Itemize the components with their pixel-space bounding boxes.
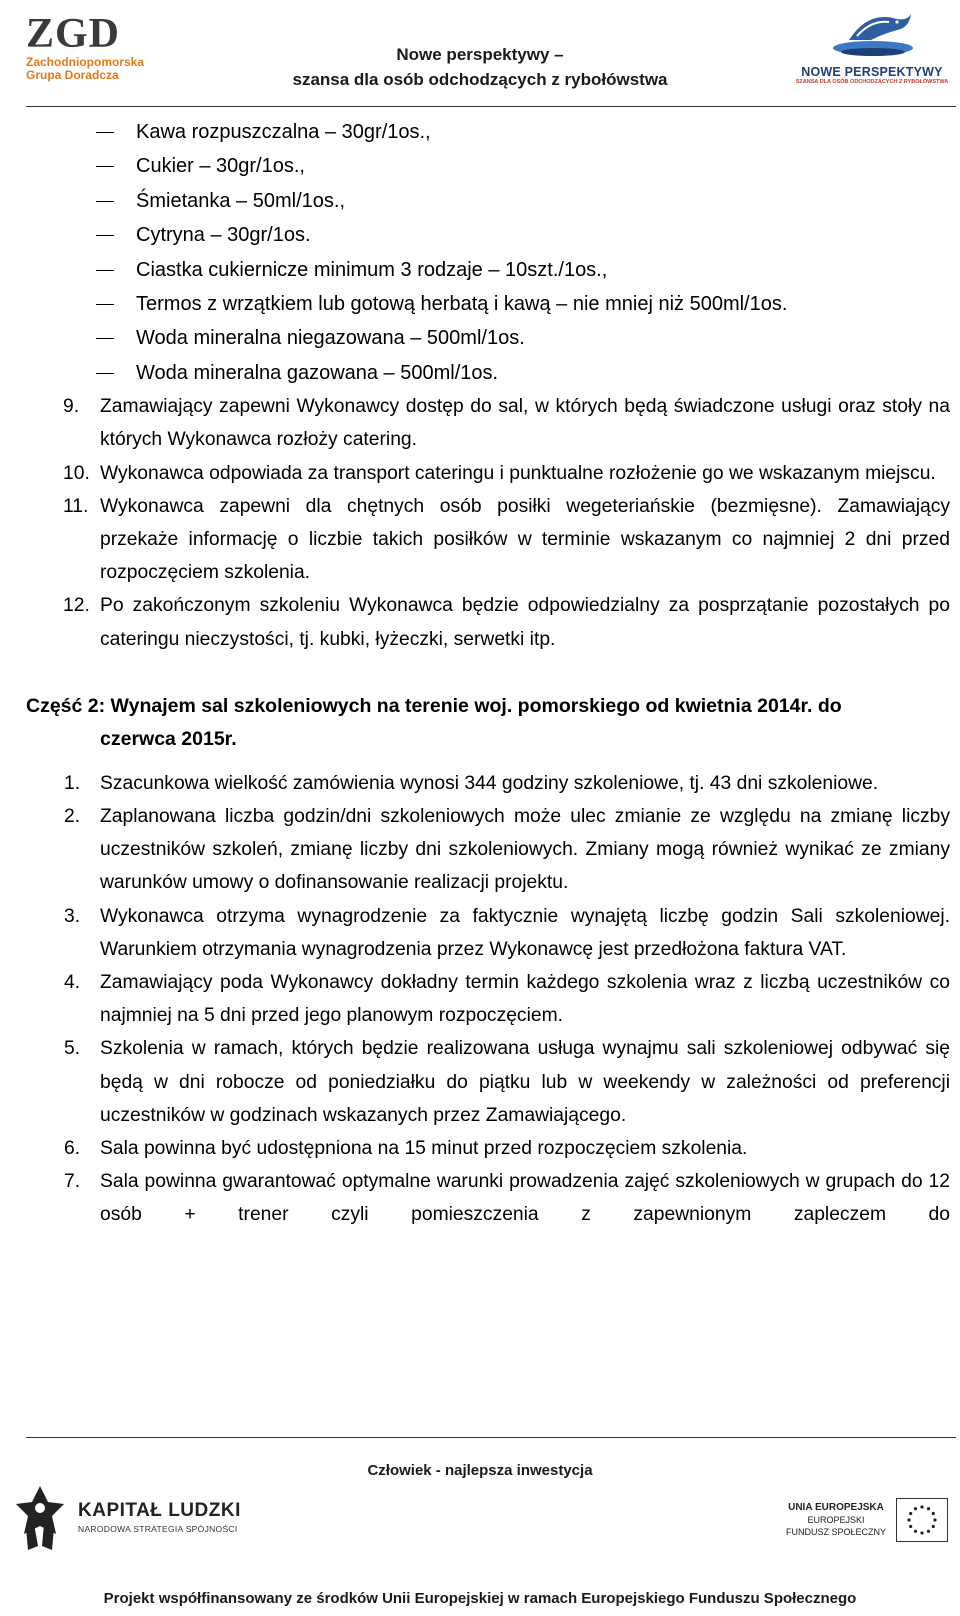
item-number: 5. — [64, 1038, 81, 1060]
item-text: Wykonawca odpowiada za transport cateringu i punktualne rozłożenie go we wskazanym miejscu. — [100, 462, 936, 484]
eu-flag-icon — [896, 1498, 948, 1542]
section-heading-line2: czerwca 2015r. — [100, 728, 237, 751]
eu-fund-line2: FUNDUSZ SPOŁECZNY — [785, 1527, 886, 1537]
list-item: Cytryna – 30gr/1os. — [136, 224, 311, 247]
footer-slogan: Człowiek - najlepsza inwestycja — [367, 1462, 593, 1479]
item-number: 6. — [64, 1137, 81, 1159]
item-text: Szkolenia w ramach, których będzie realizowana usługa wynajmu sali szkoleniowej odbywać się będą w dni robocze od poniedziałku do piątku lub w weekendy w zależności od preferencji uczestników w godzinach wskazanych przez Zamawiającego. — [100, 1038, 950, 1126]
header-title-line2: szansa dla osób odchodzących z rybołówstwa — [292, 70, 668, 89]
zgd-logo-line1: Zachodniopomorska — [26, 55, 145, 69]
item-number: 7. — [64, 1171, 81, 1193]
numbered-item — [0, 1132, 960, 1165]
document-body — [0, 115, 960, 1232]
list-item: Ciastka cukiernicze minimum 3 rodzaje – 10szt./1os., — [136, 258, 608, 281]
list-item: Woda mineralna gazowana – 500ml/1os. — [136, 361, 499, 384]
numbered-item — [0, 966, 960, 1032]
item-number: 4. — [64, 971, 81, 993]
list-item: Cukier – 30gr/1os., — [136, 155, 305, 178]
zgd-logo-letters: ZGD — [26, 11, 121, 57]
item-number: 2. — [64, 805, 81, 827]
item-text: Sala powinna być udostępniona na 15 minut przed rozpoczęciem szkolenia. — [100, 1137, 748, 1159]
header-title-line1: Nowe perspektywy – — [396, 45, 564, 64]
kapital-ludzki-subtitle: NARODOWA STRATEGIA SPÓJNOŚCI — [78, 1524, 238, 1534]
item-text: Wykonawca otrzyma wynagrodzenie za faktycznie wynajętą liczbę godzin Sali szkoleniowej. Warunkiem otrzymania wynagrodzenia przez Wykonawcę jest przedłożona faktura VAT. — [100, 905, 950, 960]
numbered-item — [0, 800, 960, 900]
zgd-logo — [26, 12, 176, 88]
fish-icon — [827, 6, 917, 58]
item-number: 3. — [64, 905, 81, 927]
zgd-logo-line2: Grupa Doradcza — [26, 68, 119, 82]
numbered-item — [0, 1165, 960, 1231]
numbered-item — [0, 589, 960, 655]
item-number: 1. — [64, 772, 81, 794]
item-text: Zamawiający poda Wykonawcy dokładny termin każdego szkolenia wraz z liczbą uczestników co najmniej na 5 dni przed jego planowym rozpoczęciem. — [100, 971, 950, 1027]
numbered-list-part1 — [0, 390, 960, 656]
page-header — [0, 0, 960, 108]
list-item: Śmietanka – 50ml/1os., — [136, 189, 345, 212]
section-heading — [0, 690, 950, 757]
section-heading-line1: Część 2: Wynajem sal szkoleniowych na terenie woj. pomorskiego od kwietnia 2014r. do — [26, 694, 842, 717]
eu-name: UNIA EUROPEJSKA — [788, 1502, 884, 1513]
header-title — [260, 42, 700, 92]
item-number: 10. — [63, 462, 90, 484]
item-text: Po zakończonym szkoleniu Wykonawca będzie odpowiedzialny za posprzątanie pozostałych po cateringu nieczystości, tj. kubki, łyżeczki, serwetki itp. — [100, 595, 950, 650]
kapital-ludzki-logo — [14, 1484, 254, 1556]
eu-fund-line1: EUROPEJSKI — [807, 1515, 865, 1525]
item-text: Zaplanowana liczba godzin/dni szkoleniowych może ulec zmianie ze względu na zmianę liczby uczestników szkoleń, zmianę liczby dni szkoleniowych. Zmiany mogą również wynikać ze zmiany warunków umowy o dofinansowanie realizacji projektu. — [100, 805, 950, 894]
numbered-item — [0, 1032, 960, 1132]
list-item: Termos z wrzątkiem lub gotową herbatą i kawą – nie mniej niż 500ml/1os. — [136, 292, 788, 315]
item-number: 11. — [63, 495, 89, 517]
numbered-list-part2 — [0, 767, 960, 1232]
item-text: Sala powinna gwarantować optymalne warunki prowadzenia zajęć szkoleniowych w grupach do 12 osób + trener czyli pomieszczenia z zapewnionym zapleczem do — [100, 1171, 950, 1226]
item-text: Zamawiający zapewni Wykonawcy dostęp do sal, w których będą świadczone usługi oraz stoły na których Wykonawca rozłoży catering. — [100, 396, 950, 451]
nowe-perspektywy-logo — [792, 6, 952, 86]
eu-fund-logo — [760, 1492, 956, 1552]
numbered-item — [0, 457, 960, 490]
catering-items-list — [0, 115, 960, 390]
header-divider — [26, 106, 956, 107]
numbered-item — [0, 490, 960, 590]
item-text: Wykonawca zapewni dla chętnych osób posiłki wegeteriańskie (bezmięsne). Zamawiający przekaże informację o liczbie takich posiłków w terminie wskazanym co najmniej 2 dni przed rozpoczęciem szkolenia. — [100, 495, 950, 584]
numbered-item — [0, 767, 960, 800]
list-item: Woda mineralna niegazowana – 500ml/1os. — [136, 327, 525, 350]
eu-fund-text — [786, 1502, 886, 1538]
item-number: 12. — [63, 595, 90, 617]
np-logo-subtitle: SZANSA DLA OSÓB ODCHODZĄCYCH Z RYBOŁÓWSTWA — [795, 79, 949, 85]
item-number: 9. — [63, 396, 80, 418]
item-text: Szacunkowa wielkość zamówienia wynosi 344 godziny szkoleniowe, tj. 43 dni szkoleniowe. — [100, 772, 879, 794]
footer-divider — [26, 1437, 956, 1438]
list-item: Kawa rozpuszczalna – 30gr/1os., — [136, 121, 431, 143]
np-logo-title: NOWE PERSPEKTYWY — [801, 65, 943, 79]
numbered-item — [0, 390, 960, 456]
footer-cofinancing-note: Projekt współfinansowany ze środków Unii Europejskiej w ramach Europejskiego Funduszu Społecznego — [103, 1590, 857, 1607]
numbered-item — [0, 900, 960, 966]
kapital-ludzki-emblem-icon — [14, 1484, 66, 1554]
kapital-ludzki-title: KAPITAŁ LUDZKI — [78, 1500, 241, 1521]
